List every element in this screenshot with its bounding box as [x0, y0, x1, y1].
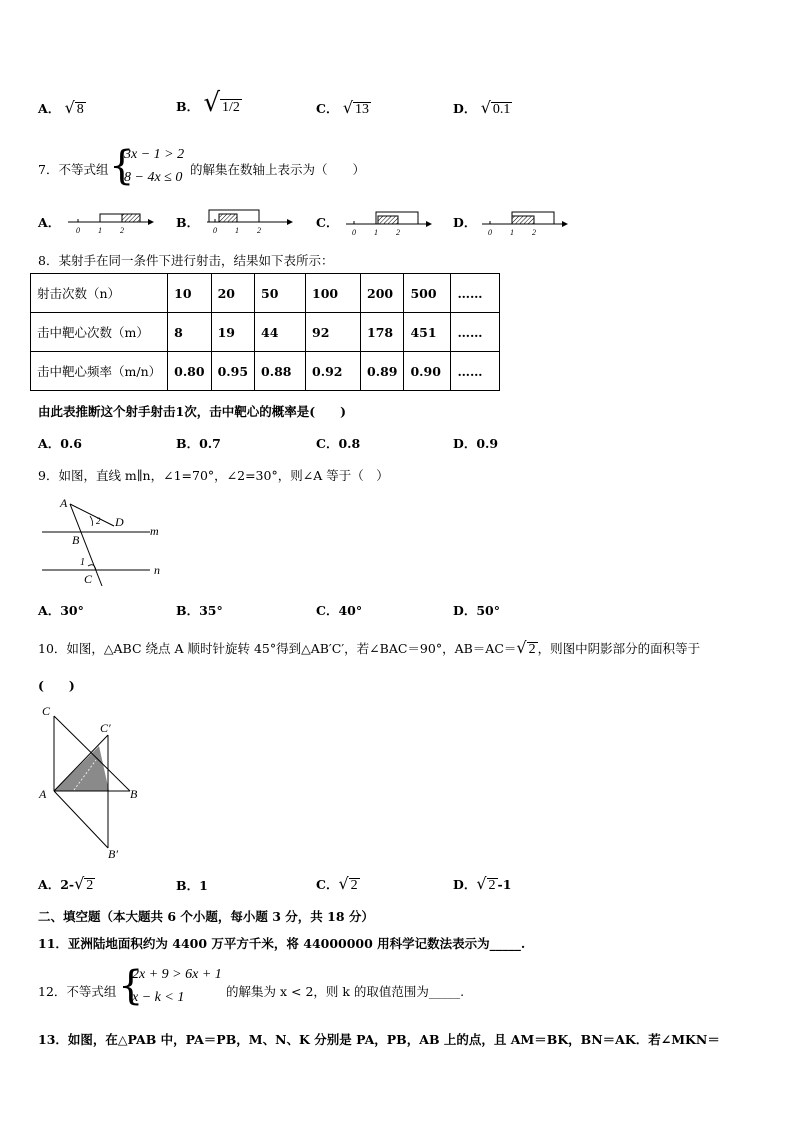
q10-option-d[interactable]: D．√ 2 -1: [453, 874, 512, 893]
parallel-lines-figure: [38, 494, 173, 588]
q7-suffix: 的解集在数轴上表示为（ ）: [190, 162, 366, 177]
q7-prefix: 7．不等式组: [38, 162, 109, 177]
svg-text:B: B: [130, 787, 138, 801]
table-cell: 44: [255, 313, 306, 352]
svg-text:1: 1: [510, 228, 514, 236]
q6-option-c[interactable]: C． √ 13: [316, 98, 370, 117]
sqrt-symbol: √: [338, 874, 349, 893]
sqrt-symbol: √: [203, 88, 221, 118]
q12-inequality-1: 2x + 9 > 6x + 1: [132, 967, 222, 982]
svg-text:2: 2: [96, 516, 101, 526]
system-brace: {: [118, 963, 144, 1009]
number-line-d: [478, 210, 568, 236]
svg-text:1: 1: [80, 557, 85, 568]
q8-option-b[interactable]: B．0.7: [176, 436, 221, 451]
svg-text:2: 2: [120, 226, 124, 235]
q8-option-d[interactable]: D．0.9: [453, 436, 499, 451]
row-header: 击中靶心频率（m/n）: [31, 352, 168, 391]
table-cell: 178: [361, 313, 404, 352]
svg-text:A: A: [39, 787, 47, 801]
table-cell: 92: [306, 313, 361, 352]
q10-option-a[interactable]: A．2-√ 2: [38, 874, 94, 893]
svg-text:1: 1: [374, 228, 378, 236]
svg-text:C: C: [84, 572, 93, 586]
table-cell: 0.80: [168, 352, 211, 391]
number-line-a: [64, 210, 154, 236]
table-row: [31, 313, 500, 352]
rotation-figure: [38, 700, 158, 865]
table-cell: 50: [255, 274, 306, 313]
svg-text:2: 2: [257, 226, 261, 234]
q12-middle: 的解集为 x < 2，则 k 的取值范围为_____.: [226, 984, 465, 999]
svg-text:2: 2: [532, 228, 536, 236]
shooting-table: [30, 273, 500, 391]
svg-text:0: 0: [488, 228, 492, 236]
section-heading: 二、填空题（本大题共 6 个小题，每小题 3 分，共 18 分）: [38, 909, 374, 924]
table-cell: 10: [168, 274, 211, 313]
table-cell: 500: [404, 274, 451, 313]
table-cell: 0.92: [306, 352, 361, 391]
q10-stem: 10．如图，△ABC 绕点 A 顺时针旋转 45°得到△AB′C′，若∠BAC＝90°，AB＝AC＝√ 2 ，则图中阴影部分的面积等于: [38, 638, 701, 657]
table-cell: 8: [168, 313, 211, 352]
table-cell: 19: [211, 313, 254, 352]
row-header: 击中靶心次数（m）: [31, 313, 168, 352]
q7-option-b[interactable]: B．: [176, 215, 200, 230]
sqrt-symbol: √: [342, 98, 354, 117]
fraction-half: 1/2: [222, 100, 240, 115]
row-header: 射击次数（n）: [31, 274, 168, 313]
number-line-b: [203, 208, 293, 234]
q9-stem: 9．如图，直线 m∥n，∠1=70°，∠2=30°，则∠A 等于（ ）: [38, 468, 389, 483]
table-cell: 0.88: [255, 352, 306, 391]
q10-option-c[interactable]: C．√ 2: [316, 874, 358, 893]
svg-text:1: 1: [235, 226, 239, 234]
q8-conclusion: 由此表推断这个射手射击1次，击中靶心的概率是( ): [38, 404, 347, 419]
q7-option-c[interactable]: C．: [316, 215, 339, 230]
sqrt-symbol: √: [74, 874, 85, 893]
svg-text:m: m: [150, 524, 159, 538]
number-line-c: [342, 210, 432, 236]
q8-option-c[interactable]: C．0.8: [316, 436, 361, 451]
q12-prefix: 12．不等式组: [38, 984, 117, 999]
table-cell: 100: [306, 274, 361, 313]
q9-option-d[interactable]: D．50°: [453, 603, 500, 618]
q6-option-a[interactable]: A． √ 8: [38, 98, 84, 117]
svg-text:0: 0: [352, 228, 356, 236]
table-cell: ……: [451, 313, 500, 352]
q9-option-a[interactable]: A．30°: [38, 603, 84, 618]
table-cell: 0.90: [404, 352, 451, 391]
table-row: [31, 274, 500, 313]
svg-text:2: 2: [396, 228, 400, 236]
table-row: [31, 352, 500, 391]
svg-text:B: B: [72, 533, 80, 547]
svg-text:0: 0: [76, 226, 80, 235]
sqrt-symbol: √: [480, 98, 491, 117]
q9-option-b[interactable]: B．35°: [176, 603, 223, 618]
q7-option-d[interactable]: D．: [453, 215, 477, 230]
q7-inequality-1: 3x − 1 > 2: [124, 147, 185, 162]
q7-inequality-2: 8 − 4x ≤ 0: [124, 170, 183, 185]
q12-inequality-2: x − k < 1: [132, 990, 185, 1005]
sqrt-symbol: √: [476, 874, 487, 893]
table-cell: ……: [451, 274, 500, 313]
q13-text: 13．如图，在△PAB 中，PA＝PB，M、N、K 分别是 PA，PB，AB 上的点，且 AM＝BK，BN＝AK．若∠MKN＝: [38, 1032, 720, 1047]
table-cell: 200: [361, 274, 404, 313]
sqrt-symbol: √: [64, 98, 75, 117]
svg-text:1: 1: [98, 226, 102, 235]
q8-option-a[interactable]: A．0.6: [38, 436, 82, 451]
q10-option-b[interactable]: B．1: [176, 878, 208, 893]
svg-text:C′: C′: [100, 721, 111, 735]
q6-option-d[interactable]: D． √ 0.1: [453, 98, 511, 117]
q10-answer-paren: ( ): [38, 678, 75, 693]
svg-text:D: D: [115, 515, 124, 529]
svg-text:C: C: [42, 704, 51, 718]
q8-stem: 8．某射手在同一条件下进行射击，结果如下表所示：: [38, 253, 334, 268]
table-cell: ……: [451, 352, 500, 391]
table-cell: 451: [404, 313, 451, 352]
system-brace: {: [109, 143, 135, 189]
table-cell: 20: [211, 274, 254, 313]
table-cell: 0.95: [211, 352, 254, 391]
svg-text:0: 0: [213, 226, 217, 234]
q7-option-a[interactable]: A．: [38, 215, 61, 230]
q9-option-c[interactable]: C．40°: [316, 603, 363, 618]
sqrt-symbol: √: [516, 638, 527, 657]
svg-text:B′: B′: [108, 847, 118, 861]
svg-text:A: A: [60, 496, 68, 510]
table-cell: 0.89: [361, 352, 404, 391]
q6-option-b[interactable]: B． √ 1/2: [176, 88, 240, 118]
q11-text: 11．亚洲陆地面积约为 4400 万平方千米，将 44000000 用科学记数法表示为_____.: [38, 936, 526, 951]
svg-text:n: n: [154, 563, 160, 577]
